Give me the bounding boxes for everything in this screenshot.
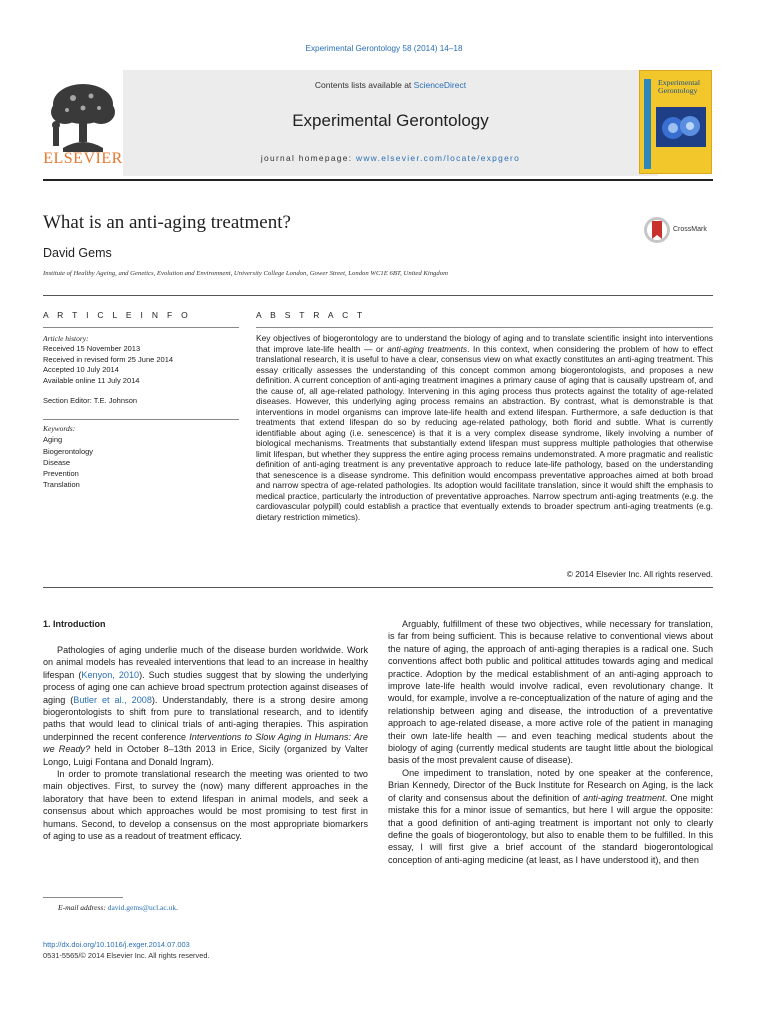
masthead-rule: [43, 179, 713, 181]
email-footnote: [58, 903, 178, 912]
history-label: Article history:: [43, 334, 89, 343]
revised-date: Received in revised form 25 June 2014: [43, 354, 174, 364]
paragraph: [43, 644, 368, 768]
crossmark-label: CrossMark: [673, 226, 707, 233]
abstract-text: [256, 333, 713, 522]
journal-title: Experimental Gerontology: [292, 111, 489, 130]
abstract-divider: [43, 587, 713, 588]
footnote-rule: [43, 897, 123, 898]
text-run: ). Such studies suggest that by slowing the underlying process of aging one can achieve broad spectrum protection against diseases of aging (: [43, 669, 368, 705]
contents-line: [123, 80, 658, 90]
abstract-copyright: © 2014 Elsevier Inc. All rights reserved.: [566, 569, 713, 579]
article-info-heading: A R T I C L E I N F O: [43, 310, 192, 320]
keyword-item: Translation: [43, 480, 80, 490]
text-run: held in October 8–13th 2013 in Erice, Sicily (organized by Valter Longo, Luigi Fontana and Donald Ingram).: [43, 744, 368, 767]
keywords-label: Keywords:: [43, 424, 76, 433]
text-run: . One might mistake this for a minor issue of semantics, but here I will argue the opposite: that a good definition of anti-aging treatment is important not only to clearly define the goals of biogerontology, but also to enable them to be fulfilled. In this essay, I will first give a brief account of the standard biogerontological conception of anti-aging medicine (at least, as I have understood it), and then: [388, 792, 713, 865]
reference-link[interactable]: Kenyon, 2010: [81, 669, 140, 680]
keywords-rule: [43, 419, 239, 420]
received-date: Received 15 November 2013: [43, 344, 141, 354]
keyword-item: Prevention: [43, 469, 79, 479]
text-run: ). Understandably, there is a strong desire among biogerontologists to shift from pure to translational research, and to identify paths that would lead to clinical trials of anti-aging therapies. This aspiration underpinned the recent conference: [43, 694, 369, 742]
header-divider: [43, 295, 713, 296]
footnote-end: .: [176, 903, 178, 912]
journal-banner: [123, 70, 658, 176]
journal-masthead: [43, 70, 713, 176]
doi-link[interactable]: http://dx.doi.org/10.1016/j.exger.2014.07.003: [43, 940, 190, 949]
journal-cover-thumbnail: [639, 70, 712, 174]
paragraph: Arguably, fulfillment of these two objectives, while necessary for translation, is far from being sufficient. This is because relative to conventional views about the nature of aging, the approach of anti-aging therapies is a radical one. Such conventions affect both public and political attitudes towards aging and medical practice. Adoption by the medical establishment of an anti-aging approach to improve late-life health would involve radical, even revolutionary change. It would, for example, involve a re-conceptualization of the nature of aging and the relationship between aging and disease, the introduction of a preventative approach to age-related disease, a more active role of the patient in managing their own late-life health — and even teaching medical students about the biology of aging (currently medical students are taught little about the biological basis of the most prevalent cause of disease).: [388, 619, 713, 766]
section-editor: Section Editor: T.E. Johnson: [43, 396, 138, 406]
keywords-block: [43, 423, 239, 491]
italic-term: anti-aging treatment: [583, 792, 665, 803]
article-title: What is an anti-aging treatment?: [43, 212, 291, 233]
left-column: [43, 644, 368, 843]
reference-link[interactable]: Butler et al., 2008: [73, 694, 152, 705]
crossmark-badge[interactable]: [643, 215, 718, 245]
homepage-prefix: journal homepage:: [260, 153, 356, 163]
cover-title: [658, 79, 712, 95]
cover-title-line2: Gerontology: [658, 86, 698, 96]
accepted-date: Accepted 10 July 2014: [43, 365, 119, 375]
author-affiliation: Institute of Healthy Ageing, and Genetics, Evolution and Environment, University College London, Gower Street, London WC1E 6BT, United Kingdom: [43, 270, 448, 277]
text-run: One impediment to translation, noted by one speaker at the conference, Brian Kennedy, Director of the Buck Institute for Research on Aging, is the lack of clarity and consensus about the definition of: [388, 767, 713, 803]
paragraph: [388, 767, 713, 866]
email-link[interactable]: david.gems@ucl.ac.uk: [107, 903, 177, 912]
abstract-part: . In this context, when considering the problem of how to effect translational research, it is useful to have a clear, consensus view on what exactly constitutes an anti-aging treatment. This essay critically assesses the understanding of this concept common among biogerontologists, and proposes a new definition. A current conception of anti-aging treatment imagines a primary cause of aging that is causally upstream of, and the cause of, all age-related pathology. Intervening in this aging process thus protects against the totality of age-related diseases. However, this underlying aging process remains an abstraction. By contrast, what is demonstrable is that interventions in model organisms can improve late-life health and extend lifespan. Furthermore, a safe deduction is that treatments that extend lifespan do so by reducing age-related pathology, both florid and subtle. What is currently identifiable about aging (i.e. senescence) is that it is a very complex disease syndrome, likely involving a number of biological mechanisms. Treatments that substantially extend lifespan must suppress multiple pathologies that otherwise limit lifespan, but whether they suppress the entire aging process remains undemonstrated. A more pragmatic and realistic definition of anti-aging treatment is any preventative approach to reduce late-life pathology, based on the understanding that senescence is a disease syndrome. This definition would encompass preventative approaches aimed at both broad and narrow spectra of age-related pathologies. Its adoption would facilitate translation, since it would shift the emphasis to medical practice, particularly the introduction of preventative approaches. Narrow spectrum anti-aging treatments (e.g. the cardiovascular polypill) could establish a practice that eventually extends to broader spectrum anti-aging treatments (e.g. dietary restriction mimetics).: [256, 343, 713, 522]
abstract-heading: A B S T R A C T: [256, 310, 366, 320]
text-run: Pathologies of aging underlie much of the disease burden worldwide. Work on animal models has revealed interventions that lead to an increase in healthy lifespan (: [43, 645, 368, 680]
issn-copyright: 0531-5565/© 2014 Elsevier Inc. All rights reserved.: [43, 951, 210, 960]
article-info-rule: [43, 327, 239, 328]
abstract-rule: [256, 327, 713, 328]
elsevier-wordmark: ELSEVIER: [43, 150, 123, 167]
journal-homepage: [123, 153, 658, 163]
sciencedirect-link[interactable]: ScienceDirect: [413, 80, 467, 90]
contents-prefix: Contents lists available at: [314, 80, 414, 90]
cover-strip: [644, 79, 651, 169]
abstract-part: Key objectives of biogerontology are to understand the biology of aging and to translate scientific insight into interventions that improve late-life health — or: [256, 333, 713, 354]
abstract-italic: anti-aging treatments: [387, 343, 468, 354]
article-author: David Gems: [43, 246, 112, 260]
journal-citation[interactable]: Experimental Gerontology 58 (2014) 14–18: [305, 44, 463, 53]
cover-art: [656, 107, 706, 147]
article-history: [43, 334, 239, 406]
paragraph: In order to promote translational research the meeting was oriented to two main objectives. First, to survey the (now) many different approaches in the laboratory that have been to extend lifespan in animal models, and seek a consensus about which approaches would be most promising to test first in humans. Second, to develop a consensus on the most appropriate biomarkers of aging to use as a readout of treatment efficacy.: [43, 769, 368, 842]
keyword-item: Aging: [43, 435, 63, 445]
section-heading: 1. Introduction: [43, 619, 106, 629]
conference-title: Interventions to Slow Aging in Humans: Are we Ready?: [43, 731, 368, 755]
keyword-item: Biogerontology: [43, 446, 94, 456]
crossmark-icon: [643, 215, 671, 245]
homepage-link[interactable]: www.elsevier.com/locate/expgero: [355, 153, 521, 163]
online-date: Available online 11 July 2014: [43, 375, 140, 385]
cover-title-line1: Experimental: [658, 78, 700, 87]
keyword-item: Disease: [43, 457, 71, 467]
right-column: [388, 618, 713, 866]
email-label: E-mail address:: [58, 903, 108, 912]
